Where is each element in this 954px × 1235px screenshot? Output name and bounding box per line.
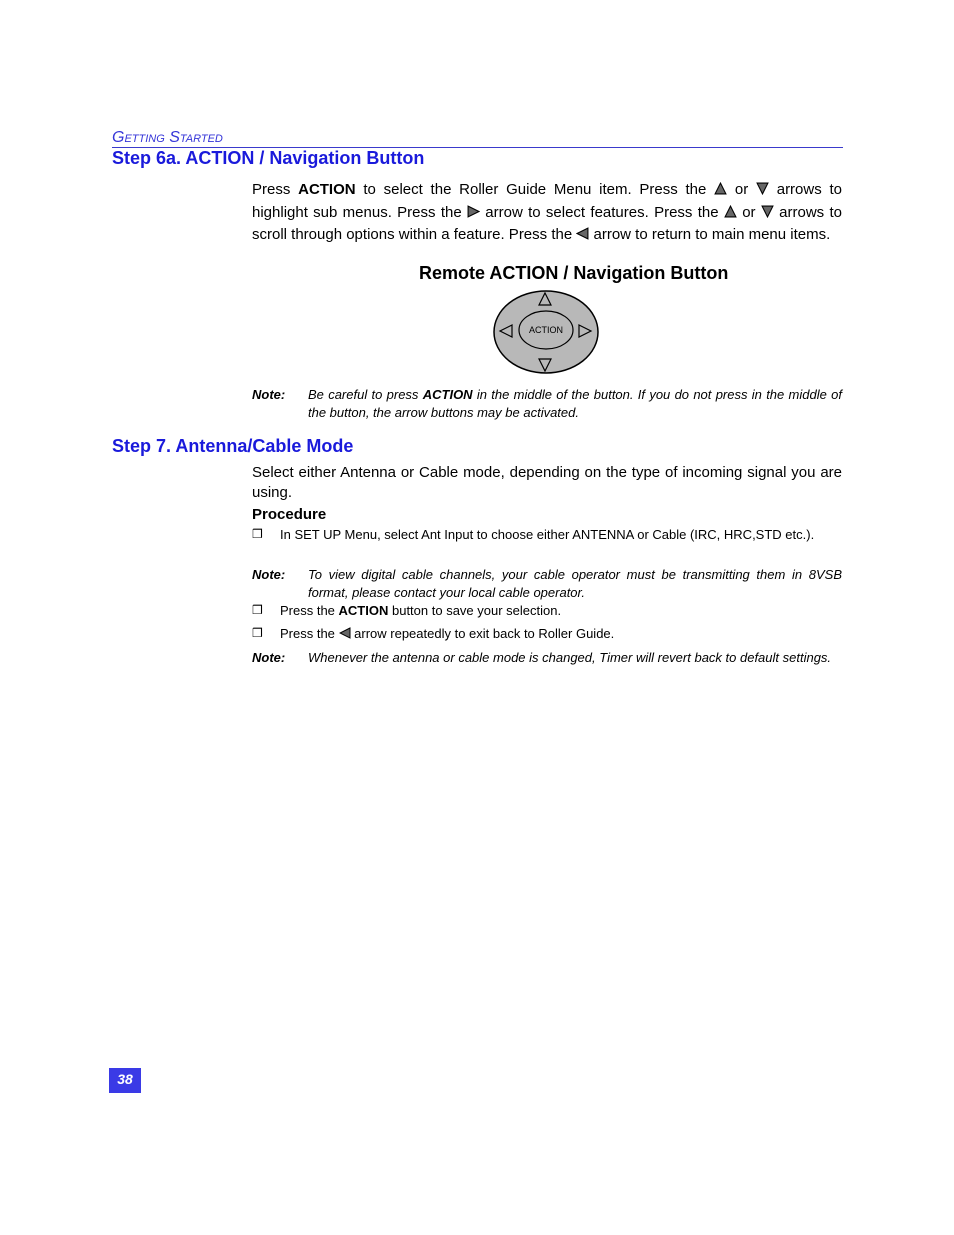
left-arrow-icon <box>339 627 351 639</box>
up-arrow-icon <box>724 205 737 218</box>
step7-note-timer: Note: Whenever the antenna or cable mode is changed, Timer will revert back to default settings. <box>252 650 832 665</box>
step6a-heading: Step 6a. ACTION / Navigation Button <box>112 148 425 168</box>
right-arrow-icon <box>467 205 480 218</box>
down-arrow-icon <box>756 182 769 195</box>
left-arrow-icon <box>576 227 589 240</box>
up-arrow-icon <box>714 182 727 195</box>
note-label: Note: <box>252 387 286 402</box>
note-text: Be careful to press ACTION in the middle of the button. If you do not press in the middle of the button, the arrow buttons may be activated. <box>308 387 842 420</box>
step7-paragraph: Select either Antenna or Cable mode, depending on the type of incoming signal you are using. <box>252 464 842 501</box>
down-arrow-icon <box>761 205 774 218</box>
step7-note-digital: Note: To view digital cable channels, your cable operator must be transmitting them in 8VSB format, please contact your local cable operator. <box>252 567 842 600</box>
page-number: 38 <box>109 1068 141 1093</box>
list-item: ❒ Press the arrow repeatedly to exit back to Roller Guide. <box>252 626 615 641</box>
remote-navigation-button <box>492 289 600 376</box>
step6a-paragraph: Press ACTION to select the Roller Guide Menu item. Press the or arrows to highlight sub menus. Press the arrow to select features. Press the or arrows to scroll through options within a feature. Press the arrow to return to main menu items. <box>252 181 842 243</box>
list-item: ❒ Press the ACTION button to save your selection. <box>252 603 562 618</box>
list-item: ❒ In SET UP Menu, select Ant Input to choose either ANTENNA or Cable (IRC, HRC,STD etc.). <box>252 527 815 542</box>
action-label: ACTION <box>528 325 564 335</box>
step7-heading: Step 7. Antenna/Cable Mode <box>112 436 354 456</box>
checkbox-bullet-icon: ❒ <box>252 603 263 617</box>
figure-caption: Remote ACTION / Navigation Button <box>419 263 729 283</box>
procedure-label: Procedure <box>252 506 327 523</box>
running-head: Getting Started <box>112 128 843 148</box>
step6a-note <box>252 386 842 422</box>
checkbox-bullet-icon: ❒ <box>252 626 263 640</box>
checkbox-bullet-icon: ❒ <box>252 527 263 541</box>
